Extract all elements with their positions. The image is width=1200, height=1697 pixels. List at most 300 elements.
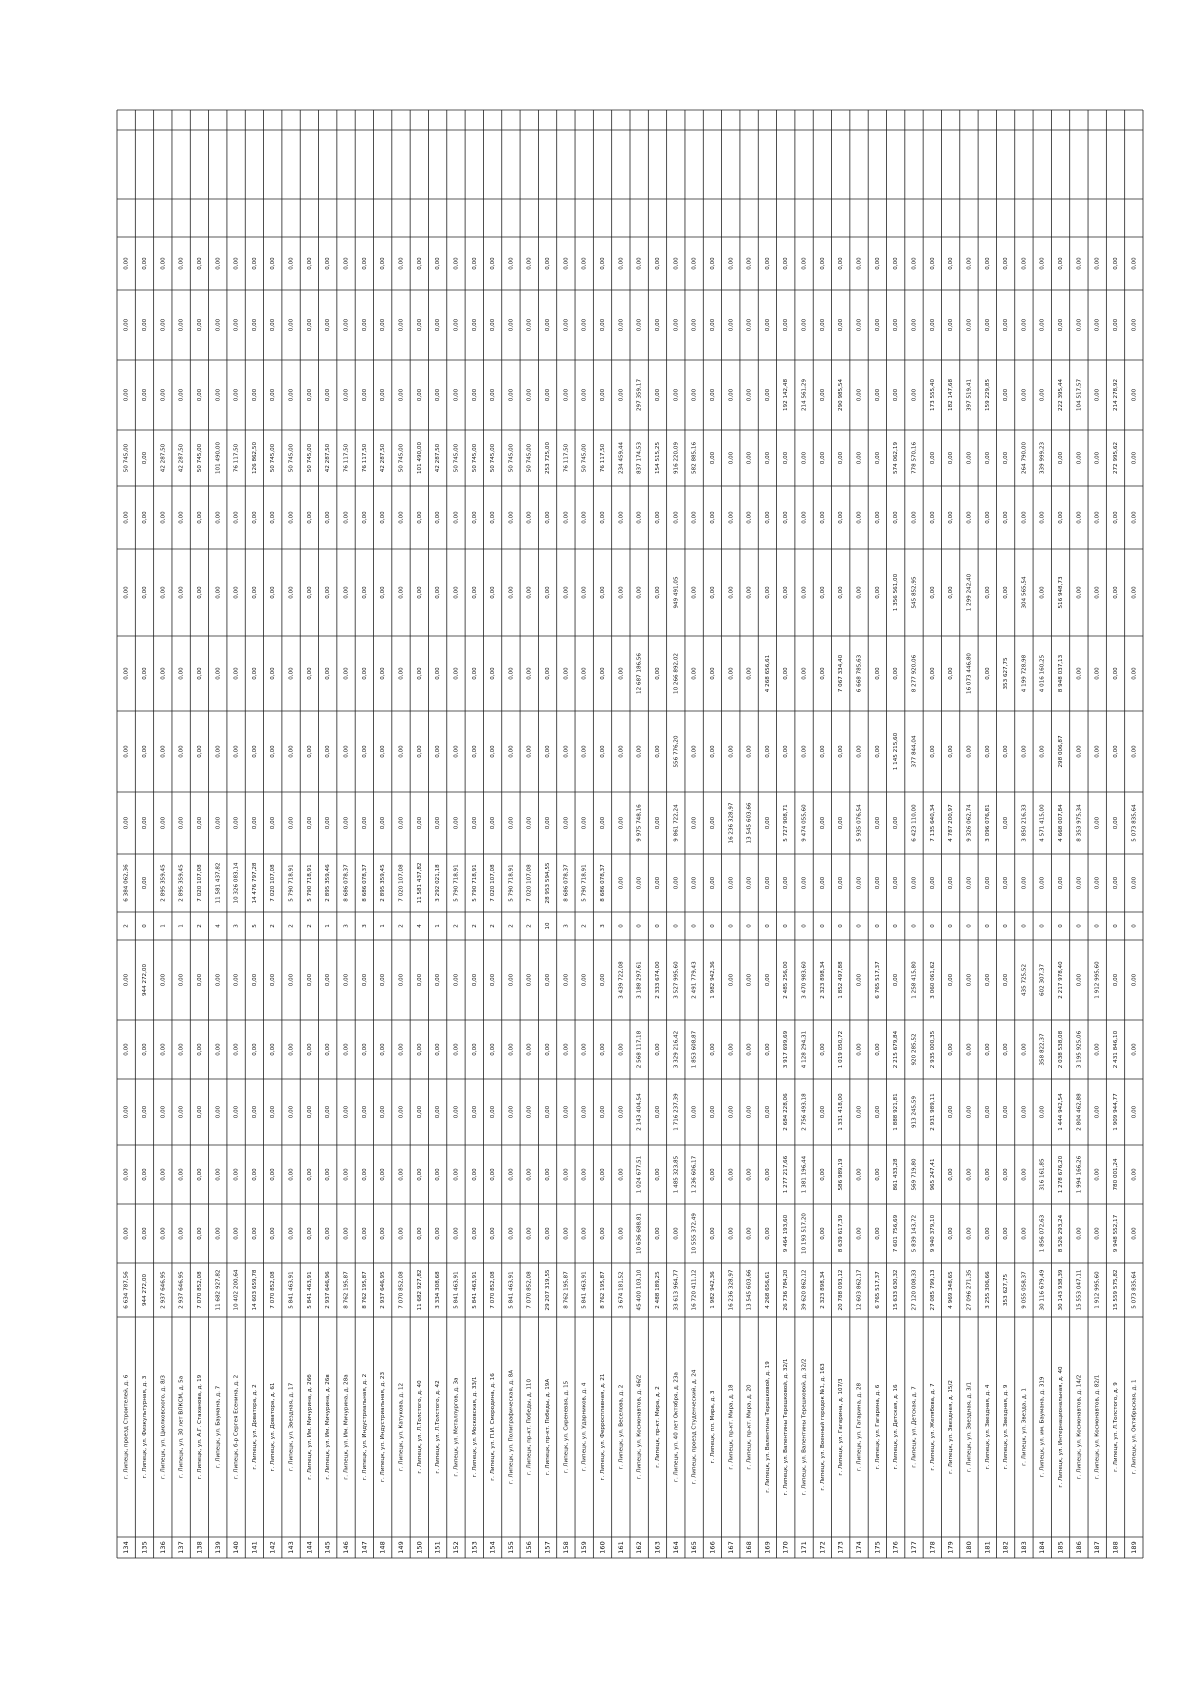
row-cell: 5 841 463,91 [288,1271,295,1309]
row-cell: 272 995,62 [1113,441,1120,475]
row-cell: 1 909 944,77 [1113,1093,1120,1131]
row-cell: 0,00 [453,816,460,830]
row-cell: 0,00 [178,257,185,270]
row-cell: 0,00 [874,876,881,890]
row-cell: 0,00 [453,318,460,332]
row-cell: 0,00 [251,1227,258,1240]
row-cell: 0 [1076,924,1083,928]
row-number: 181 [983,1541,992,1554]
row-cell: 0,00 [270,318,277,332]
row-cell: 6 423 110,00 [911,804,918,842]
row-cell: 14 603 659,78 [251,1269,258,1311]
row-cell: 0,00 [1021,745,1028,758]
row-cell: 0,00 [1021,1168,1028,1181]
row-cell: 0,00 [746,1105,753,1119]
row-cell: 0,00 [654,1227,661,1240]
row-cell: 214 561,29 [801,378,808,412]
row-cell: 0,00 [874,667,881,680]
row-cell: 0,00 [178,973,185,987]
row-cell: 0,00 [581,816,588,830]
row-address: г. Липецк, ул. Валентины Терешковой, д. 19 [764,1361,771,1493]
row-cell: 0,00 [178,586,185,599]
row-cell: 0,00 [709,816,716,830]
row-cell: 0,00 [764,1227,771,1240]
row-cell: 0,00 [490,318,497,332]
row-cell: 27 096 271,35 [966,1269,973,1311]
row-address: г. Липецк, ул. Звездная, д. 3/1 [966,1381,973,1473]
row-cell: 0,00 [819,1105,826,1119]
row-cell: 8 639 617,39 [838,1214,845,1253]
row-address: г. Липецк, ул. Циолковского, д. 8/3 [160,1375,167,1479]
row-cell: 0,00 [545,388,552,402]
row-cell: 0,00 [563,586,570,599]
row-cell: 0,00 [270,1043,277,1056]
row-cell: 0,00 [490,1227,497,1240]
row-cell: 0,00 [215,1043,222,1056]
row-cell: 0,00 [471,1168,478,1181]
row-cell: 0,00 [435,511,442,524]
row-cell: 0,00 [288,388,295,402]
row-cell: 0 [893,924,900,928]
row-cell: 0,00 [270,745,277,758]
row-number: 177 [909,1541,918,1554]
row-cell: 0,00 [819,876,826,890]
row-cell: 0,00 [1039,745,1046,758]
row-cell: 0,00 [1113,745,1120,758]
row-cell: 7 020 107,08 [526,864,533,902]
row-cell: 0,00 [398,318,405,332]
row-cell: 0,00 [270,388,277,402]
row-cell: 6 634 787,56 [123,1271,130,1309]
row-cell: 4 787 200,97 [948,804,955,842]
row-cell: 0,00 [490,816,497,830]
row-cell: 0,00 [178,745,185,758]
row-cell: 0,00 [325,318,332,332]
row-cell: 2 217 978,40 [1058,961,1065,999]
row-cell: 45 400 103,10 [636,1269,643,1311]
row-cell: 2 895 359,45 [160,864,167,902]
row-cell: 0,00 [966,1168,973,1181]
row-cell: 0,00 [618,586,625,599]
row-cell: 0,00 [251,511,258,524]
row-cell: 0,00 [600,318,607,332]
row-address: г. Липецк, ул. Желябова, д. 7 [929,1383,936,1471]
row-cell: 0 [948,924,955,928]
row-cell: 50 745,00 [123,443,130,473]
row-cell: 0,00 [123,1227,130,1240]
row-cell: 154 515,25 [654,441,661,475]
row-cell: 0,00 [325,667,332,680]
row-cell: 0 [764,924,771,928]
row-cell: 0,00 [728,1105,735,1119]
row-cell: 8 762 195,87 [563,1271,570,1309]
row-cell: 0,00 [380,816,387,830]
row-cell: 0,00 [838,318,845,332]
row-cell: 0,00 [1094,745,1101,758]
row-cell: 0,00 [709,451,716,465]
row-cell: 0,00 [416,257,423,270]
row-cell: 234 459,44 [618,441,625,475]
row-cell: 6 384 062,36 [123,864,130,902]
row-cell: 574 062,19 [893,441,900,475]
row-cell: 837 174,53 [636,441,643,475]
row-cell: 0,00 [764,973,771,987]
row-cell: 0,00 [1003,973,1010,987]
row-cell: 0,00 [233,257,240,270]
row-cell: 0,00 [435,257,442,270]
row-cell: 0,00 [160,816,167,830]
row-cell: 0,00 [1113,876,1120,890]
row-cell: 2 [306,924,313,928]
row-cell: 2 684 228,06 [783,1093,790,1131]
row-cell: 5 841 463,91 [306,1271,313,1309]
row-cell: 0,00 [563,973,570,987]
row-cell: 1 331 418,00 [838,1093,845,1131]
row-cell: 0,00 [874,816,881,830]
row-cell: 0,00 [1021,388,1028,402]
row-cell: 0,00 [654,1043,661,1056]
row-cell: 0,00 [416,973,423,987]
row-cell: 0,00 [398,745,405,758]
row-cell: 0,00 [343,816,350,830]
row-cell: 7 070 852,08 [270,1271,277,1309]
row-cell: 0,00 [233,667,240,680]
row-cell: 0,00 [490,1105,497,1119]
row-cell: 0,00 [196,586,203,599]
row-number: 160 [598,1541,607,1554]
row-number: 166 [708,1541,717,1554]
row-cell: 0,00 [654,511,661,524]
row-cell: 0,00 [1131,451,1138,465]
row-number: 169 [763,1541,772,1554]
row-cell: 0,00 [783,667,790,680]
row-cell: 104 517,57 [1076,378,1083,412]
row-cell: 0,00 [1094,257,1101,270]
row-cell: 0,00 [746,451,753,465]
row-cell: 0,00 [783,745,790,758]
row-cell: 0,00 [856,318,863,332]
row-address: г. Липецк, ул. Сиреневая, д. 15 [563,1380,570,1474]
row-cell: 3 188 297,61 [636,961,643,999]
row-cell: 0,00 [526,1227,533,1240]
row-cell: 5 790 718,91 [471,864,478,902]
row-cell: 0,00 [270,586,277,599]
row-cell: 2 [490,924,497,928]
row-address: г. Липецк, ул. Валентины Терешковой, д. 32/2 [801,1358,808,1496]
row-cell: 0,00 [618,667,625,680]
row-cell: 27 120 008,33 [911,1269,918,1311]
row-cell: 2 [581,924,588,928]
row-cell: 0,00 [380,1168,387,1181]
row-cell: 3 439 722,08 [618,961,625,999]
row-cell: 0,00 [1039,586,1046,599]
row-cell: 0,00 [233,1105,240,1119]
row-cell: 6 765 517,37 [874,961,881,999]
row-cell: 0,00 [490,667,497,680]
row-cell: 0,00 [563,1043,570,1056]
row-cell: 5 790 718,91 [288,864,295,902]
row-cell: 0,00 [581,973,588,987]
row-address: г. Липецк, ул. 40 лет Октября, д. 23а [673,1372,680,1482]
row-cell: 0 [636,924,643,928]
row-cell: 0,00 [948,318,955,332]
row-cell: 76 117,50 [233,443,240,473]
row-cell: 0,00 [325,1227,332,1240]
row-cell: 0,00 [233,1043,240,1056]
row-cell: 0,00 [764,876,771,890]
row-cell: 0,00 [398,511,405,524]
row-cell: 0,00 [856,511,863,524]
row-cell: 1 994 166,26 [1076,1155,1083,1194]
row-cell: 0,00 [874,1227,881,1240]
row-cell: 0,00 [1113,318,1120,332]
row-cell: 0,00 [893,667,900,680]
row-cell: 0,00 [966,451,973,465]
row-cell: 0,00 [160,745,167,758]
row-cell: 0,00 [196,1105,203,1119]
row-cell: 0,00 [746,388,753,402]
row-cell: 0,00 [819,257,826,270]
row-cell: 0,00 [563,388,570,402]
row-cell: 0,00 [984,745,991,758]
row-cell: 0,00 [709,745,716,758]
row-cell: 2 931 989,11 [929,1093,936,1131]
row-cell: 101 490,00 [215,441,222,475]
row-cell: 0 [966,924,973,928]
row-address: г. Липецк, ул. Космонавтов, д. 82/1 [1094,1374,1101,1480]
row-cell: 0,00 [948,586,955,599]
row-cell: 0,00 [728,318,735,332]
row-cell: 0,00 [966,511,973,524]
row-cell: 76 117,50 [361,443,368,473]
row-cell: 1 277 217,66 [783,1155,790,1194]
row-cell: 0,00 [1039,318,1046,332]
row-number: 185 [1056,1541,1065,1554]
row-cell: 9 055 058,37 [1021,1271,1028,1309]
row-number: 142 [268,1541,277,1554]
row-cell: 0,00 [801,586,808,599]
row-cell: 50 745,00 [508,443,515,473]
row-cell: 0,00 [966,1105,973,1119]
row-address: г. Липецк, ул. Звездная, д. 15/2 [948,1380,955,1474]
row-cell: 0,00 [526,1105,533,1119]
row-address: г. Липецк, ул. Полиграфическая, д. 8А [508,1369,515,1485]
row-number: 186 [1074,1541,1083,1554]
row-cell: 0,00 [600,586,607,599]
row-cell: 0,00 [416,816,423,830]
row-cell: 2 [471,924,478,928]
row-number: 148 [378,1541,387,1554]
row-cell: 304 565,54 [1021,576,1028,609]
row-cell: 0,00 [874,511,881,524]
row-cell: 0,00 [435,1105,442,1119]
row-cell: 20 788 093,12 [838,1269,845,1311]
row-cell: 0,00 [1076,876,1083,890]
row-cell: 0,00 [838,586,845,599]
row-cell: 0,00 [581,745,588,758]
row-number: 164 [671,1541,680,1554]
row-cell: 3 255 306,66 [984,1271,991,1309]
row-cell: 0,00 [746,257,753,270]
row-address: г. Липецк, ул. Звезда, д. 1 [1021,1388,1028,1466]
row-cell: 0,00 [966,318,973,332]
row-cell: 0,00 [563,745,570,758]
row-cell: 0,00 [801,511,808,524]
row-cell: 297 359,17 [636,378,643,412]
row-cell: 1 381 196,44 [801,1155,808,1194]
row-cell: 0,00 [1021,1043,1028,1056]
row-cell: 0,00 [1039,257,1046,270]
row-cell: 0,00 [1076,973,1083,987]
row-address: г. Липецк, пр-кт. Мира, д. 20 [746,1384,753,1470]
row-address: г. Липецк, ул. Гагарина, д. 6 [874,1384,881,1470]
row-cell: 0,00 [288,973,295,987]
row-cell: 0,00 [325,1105,332,1119]
row-cell: 0,00 [343,586,350,599]
row-cell: 0,00 [1076,586,1083,599]
row-cell: 0,00 [673,511,680,524]
row-cell: 0,00 [416,1105,423,1119]
row-cell: 0,00 [526,318,533,332]
row-cell: 0,00 [984,257,991,270]
row-cell: 0,00 [984,586,991,599]
row-cell: 2 485 256,00 [783,961,790,999]
row-cell: 0,00 [874,388,881,402]
row-cell: 10 193 517,20 [801,1213,808,1254]
row-cell: 0,00 [398,1043,405,1056]
row-cell: 2 [398,924,405,928]
row-cell: 0,00 [288,1227,295,1240]
row-cell: 0,00 [380,745,387,758]
row-cell: 0,00 [306,257,313,270]
row-cell: 0,00 [856,1105,863,1119]
row-cell: 0,00 [178,667,185,680]
row-cell: 0,00 [1094,1043,1101,1056]
row-cell: 0,00 [471,318,478,332]
row-cell: 0,00 [453,511,460,524]
row-cell: 0,00 [563,1105,570,1119]
row-cell: 0,00 [819,745,826,758]
row-cell: 0,00 [709,318,716,332]
row-cell: 0,00 [361,388,368,402]
row-cell: 358 822,37 [1039,1033,1046,1066]
row-cell: 1 [435,924,442,928]
row-cell: 0,00 [893,973,900,987]
row-cell: 27 085 799,13 [929,1269,936,1311]
row-cell: 0,00 [288,1105,295,1119]
row-cell: 0,00 [398,816,405,830]
row-cell: 0,00 [1003,876,1010,890]
row-cell: 0,00 [343,388,350,402]
row-address: г. Липецк, ул. Детская, д. 16 [893,1384,900,1470]
row-cell: 0,00 [838,816,845,830]
row-cell: 0,00 [984,1105,991,1119]
row-cell: 0,00 [581,586,588,599]
row-cell: 0,00 [581,511,588,524]
row-cell: 0,00 [453,667,460,680]
row-address: г. Липецк, ул. Звездная, д. 9 [1003,1384,1010,1470]
row-cell: 0,00 [508,511,515,524]
row-cell: 4 969 348,65 [948,1271,955,1309]
row-cell: 1 485 323,85 [673,1155,680,1194]
row-cell: 0,00 [270,511,277,524]
row-cell: 0,00 [764,388,771,402]
row-cell: 0,00 [1131,1227,1138,1240]
row-address: г. Липецк, пл. Мира, д. 3 [709,1390,716,1464]
row-cell: 0,00 [856,1168,863,1181]
row-cell: 0,00 [709,511,716,524]
row-cell: 0,00 [306,973,313,987]
row-cell: 7 020 107,08 [398,864,405,902]
row-cell: 0,00 [709,667,716,680]
row-cell: 0,00 [911,257,918,270]
row-cell: 0,00 [1131,586,1138,599]
row-cell: 0,00 [1058,257,1065,270]
row-cell: 0,00 [874,745,881,758]
row-cell: 0,00 [929,451,936,465]
row-cell: 0,00 [453,257,460,270]
row-cell: 7 020 107,08 [270,864,277,902]
row-cell: 8 686 078,37 [343,864,350,902]
row-cell: 1 145 215,60 [893,732,900,771]
row-cell: 0,00 [453,745,460,758]
row-cell: 0,00 [654,667,661,680]
row-cell: 0,00 [929,318,936,332]
row-cell: 0,00 [453,1043,460,1056]
row-cell: 944 272,00 [141,1273,148,1307]
row-cell: 0 [874,924,881,928]
row-cell: 2 895 359,45 [380,864,387,902]
row-cell: 9 326 062,74 [966,804,973,842]
row-cell: 0,00 [141,816,148,830]
row-cell: 0,00 [160,1168,167,1181]
row-cell: 7 601 756,69 [893,1214,900,1253]
row-cell: 0,00 [160,1043,167,1056]
row-cell: 0,00 [1131,1105,1138,1119]
row-cell: 0,00 [838,876,845,890]
row-cell: 0,00 [196,257,203,270]
row-cell: 5 841 463,91 [508,1271,515,1309]
row-cell: 42 287,50 [160,443,167,473]
row-cell: 0,00 [123,745,130,758]
row-cell: 0,00 [416,1227,423,1240]
row-cell: 9 975 748,16 [636,804,643,842]
row-cell: 101 490,00 [416,441,423,475]
row-cell: 0,00 [764,1105,771,1119]
row-cell: 0,00 [1094,667,1101,680]
row-cell: 0,00 [618,1105,625,1119]
row-cell: 1 [325,924,332,928]
row-cell: 0,00 [508,1227,515,1240]
row-cell: 0,00 [471,1105,478,1119]
row-number: 147 [360,1541,369,1554]
row-number: 168 [745,1541,754,1554]
row-cell: 0,00 [123,1043,130,1056]
row-address: г. Липецк, ул. Л.Толстого, д. 9 [1113,1382,1120,1472]
row-cell: 0,00 [600,1168,607,1181]
row-cell: 0,00 [123,257,130,270]
row-cell: 0,00 [764,257,771,270]
row-cell: 2 937 646,95 [178,1271,185,1309]
row-address: г. Липецк, ул. А.Г. Стаханова, д. 19 [196,1374,203,1480]
row-cell: 0,00 [508,586,515,599]
row-cell: 50 745,00 [453,443,460,473]
row-cell: 0,00 [196,1043,203,1056]
row-cell: 0,00 [929,257,936,270]
row-cell: 5 839 143,72 [911,1214,918,1253]
row-cell: 0,00 [819,451,826,465]
row-cell: 2 895 359,46 [325,864,332,902]
